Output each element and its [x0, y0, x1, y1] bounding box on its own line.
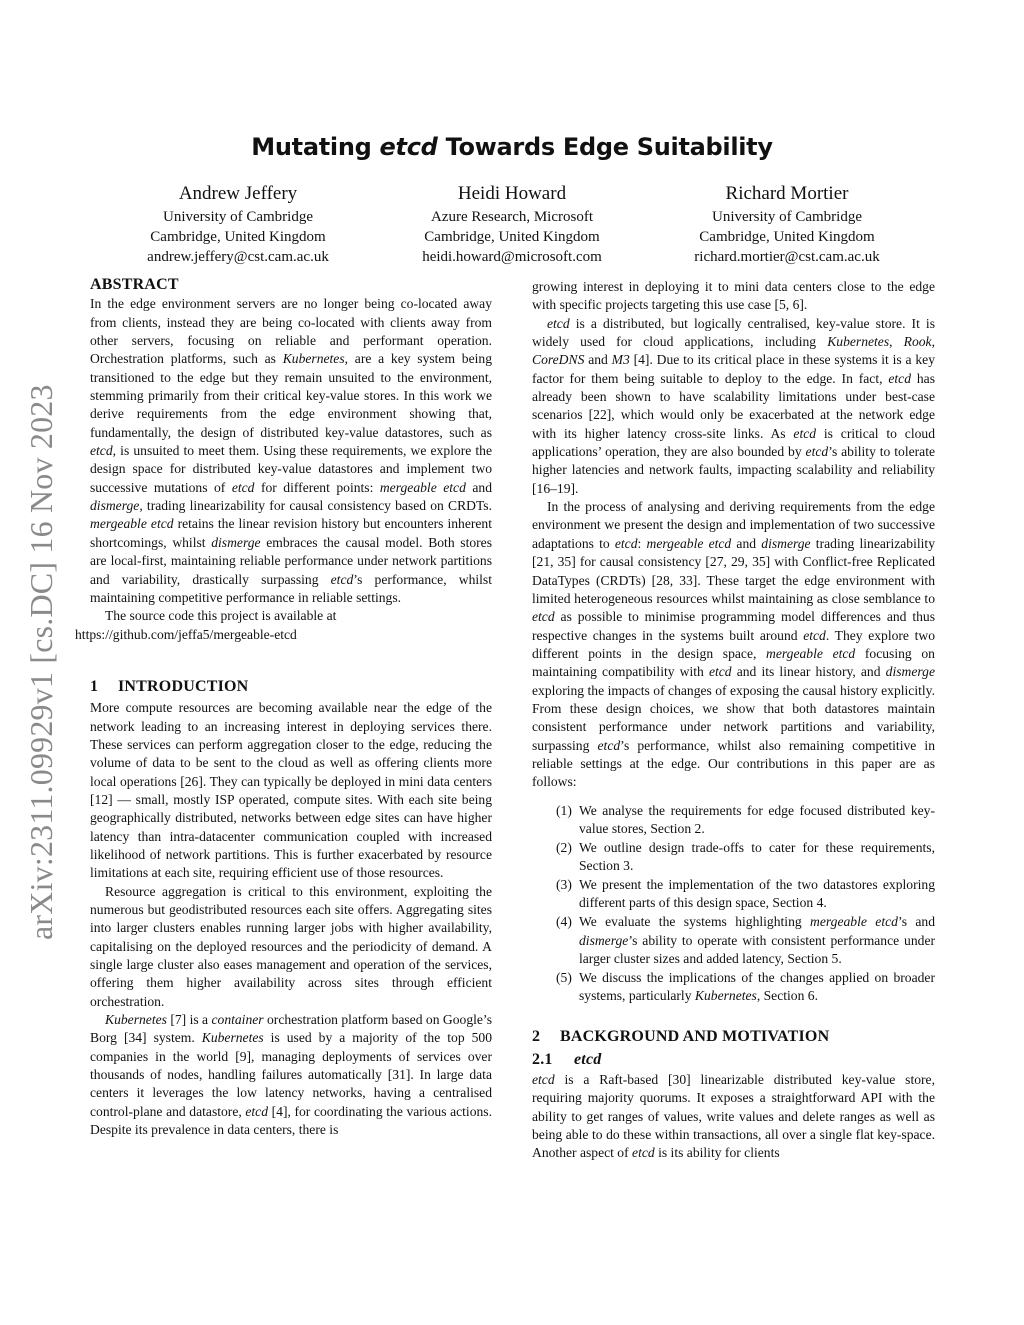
author-name: Richard Mortier: [725, 183, 849, 204]
intro-paragraph-1: More compute resources are becoming available near the edge of the network leading to an increasing interest in deploying services there. These services can perform aggregation closer to the edge, reducing the volume of data to be sent to the cloud as well as offering clients more local operations [26]. They can typically be deployed in mini data centers [12] — small, mostly ISP operated, compute sites. With each site being geographically distributed, networks between edge sites can have higher latency than intra-datacenter communication coupled with increased likelihood of network partitions. This is further exacerbated by resource limitations at each site, requiring efficient use of those resources.: [90, 700, 492, 881]
list-item: (1) We analyse the requirements for edge focused distributed key-value stores, Section 2.: [556, 802, 935, 836]
background-paragraph: etcd is a Raft-based [30] linearizable distributed key-value store, requiring majority quorums. It exposes a straightforward API with the ability to get ranges of values, write values and delete ranges as well as being able to do these within transactions, all over a single flat key-space. Another aspect of etcd is its ability for clients: [532, 1072, 935, 1161]
author-location: Cambridge, United Kingdom: [424, 229, 600, 245]
list-item: (2) We outline design trade-offs to cater for these requirements, Section 3.: [556, 839, 935, 874]
contributions-list: [532, 802, 935, 1006]
author-name: Andrew Jeffery: [178, 183, 298, 204]
intro-heading: 1 INTRODUCTION: [90, 677, 249, 695]
left-column: [75, 276, 493, 1139]
author-name: Heidi Howard: [457, 183, 567, 204]
abstract-heading: ABSTRACT: [90, 276, 179, 293]
subsection-heading: 2.1 etcd: [532, 1050, 602, 1068]
intro-paragraph-5: etcd is a distributed, but logically centralised, key-value store. It is widely used for cloud applications, including Kubernetes, Rook, CoreDNS and M3 [4]. Due to its critical place in these systems it is a key factor for them being suitable to deploy to the edge. In fact, etcd has already been shown to have scalability limitations under best-case scenarios [22], which would only be exacerbated at the network edge with its higher latency cross-site links. As etcd is critical to cloud applications’ operation, they are also bounded by etcd’s ability to tolerate higher latencies and network faults, impacting scalability and reliability [16–19].: [532, 315, 936, 496]
title-text-em: etcd: [379, 133, 438, 161]
author-email: heidi.howard@microsoft.com: [422, 249, 602, 265]
intro-paragraph-2: Resource aggregation is critical to this environment, exploiting the numerous but geodistributed resources each site offers. Aggregating sites into larger clusters enables running larger jobs with higher availability, capitalising on the deployed resources and the periodicity of demand. A single large cluster also eases management and operation of the services, offering them higher availability across sites through efficient orchestration.: [90, 883, 492, 1009]
title-text-pre: Mutating: [251, 133, 380, 161]
title-text-post: Towards Edge Suitability: [437, 133, 773, 161]
right-column: [532, 278, 935, 1163]
intro-paragraph-6: In the process of analysing and deriving requirements from the edge environment we present the design and implementation of two successive adaptations to etcd: mergeable etcd and dismerge trading linearizability [21, 35] for causal consistency [27, 29, 35] with Conflict-free Replicated DataTypes (CRDTs) [28, 33]. These target the edge environment with limited heterogeneous resources whilst maintaining as close semblance to etcd as possible to minimise programming model differences and thus respective changes in the systems built around etcd. They explore two different points in the design space, mergeable etcd focusing on maintaining compatibility with etcd and its linear history, and dismerge exploring the impacts of changes of exposing the causal history explicitly. From these design choices, we show that both datastores maintain consistent performance under network partitions and variability, surpassing etcd’s performance, whilst also remaining competitive in reliable settings at the edge. Our contributions in this paper are as follows:: [532, 499, 935, 790]
arxiv-identifier: arXiv:2311.09929v1 [cs.DC] 16 Nov 2023: [23, 384, 59, 940]
list-item: (3) We present the implementation of the two datastores exploring different parts of this design space, Section 4.: [556, 877, 935, 911]
author-location: Cambridge, United Kingdom: [699, 229, 875, 245]
intro-paragraph-4: growing interest in deploying it to mini data centers close to the edge with specific projects targeting this use case [5, 6].: [532, 279, 935, 313]
intro-paragraph-3: Kubernetes [7] is a container orchestration platform based on Google’s Borg [34] system. Kubernetes is used by a majority of the top 500 companies in the world [9], managing deployments of services over thousands of nodes, handling failures automatically [31]. In large data centers it leverages the low latency networks, having a centralised control-plane and datastore, etcd [4], for coordinating the various actions. Despite its prevalence in data centers, there is: [90, 1012, 492, 1138]
paper-title: [0, 133, 1024, 161]
author-affiliation: Azure Research, Microsoft: [430, 209, 594, 225]
list-item: (4) We evaluate the systems highlighting mergeable etcd’s and dismerge’s ability to operate with consistent performance under larger cluster sizes and added latency, Section 5.: [556, 914, 936, 966]
source-code-link[interactable]: https://github.com/jeffa5/mergeable-etcd: [75, 626, 297, 642]
abstract-source-code: The source code this project is available at https://github.com/jeffa5/mergeable-etcd: [90, 607, 492, 644]
author-affiliation: University of Cambridge: [163, 209, 313, 225]
author-block-3: [627, 180, 947, 267]
author-block-1: [78, 180, 398, 267]
author-block-2: [352, 180, 672, 267]
background-heading: 2 BACKGROUND AND MOTIVATION: [532, 1028, 830, 1046]
author-email: andrew.jeffery@cst.cam.ac.uk: [147, 249, 329, 265]
author-affiliation: University of Cambridge: [712, 209, 862, 225]
list-item: (5) We discuss the implications of the changes applied on broader systems, particularly Kubernetes, Section 6.: [556, 969, 935, 1004]
author-location: Cambridge, United Kingdom: [150, 229, 326, 245]
author-email: richard.mortier@cst.cam.ac.uk: [694, 249, 880, 265]
abstract-paragraph: In the edge environment servers are no longer being co-located away from clients, instead they are being co-located with clients away from other servers, focusing on reliable and performant operation. Orchestration platforms, such as Kubernetes, are a key system being transitioned to the edge but they remain unsuited to the environment, stemming primarily from their critical key-value stores. In this work we derive requirements from the edge environment showing that, fundamentally, the design of distributed key-value datastores, such as etcd, is unsuited to meet them. Using these requirements, we explore the design space for distributed key-value datastores and implement two successive mutations of etcd for different points: mergeable etcd and dismerge, trading linearizability for causal consistency based on CRDTs. mergeable etcd retains the linear revision history but encounters inherent shortcomings, whilst dismerge embraces the causal model. Both stores are local-first, maintaining reliable performance under network partitions and variability, drastically surpassing etcd’s performance, whilst maintaining competitive performance in reliable settings.: [90, 296, 493, 605]
